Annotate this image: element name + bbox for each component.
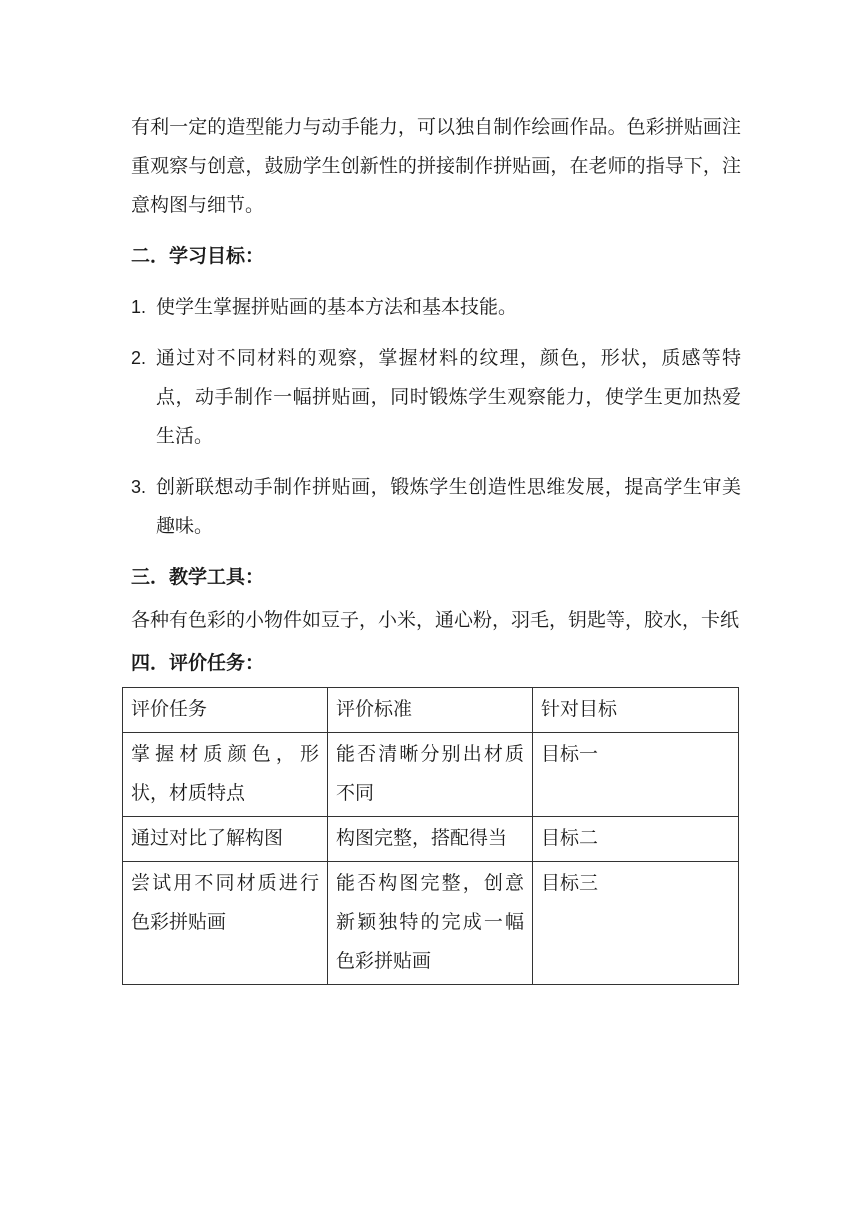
table-cell: 尝试用不同材质进行色彩拼贴画 xyxy=(123,862,328,985)
document-body xyxy=(131,108,741,985)
goal-item xyxy=(131,288,741,327)
table-cell: 构图完整，搭配得当 xyxy=(328,817,533,862)
goal-number: 1. xyxy=(131,297,147,317)
section-heading-tasks: 四．评价任务： xyxy=(131,652,265,674)
tools-paragraph: 各种有色彩的小物件如豆子，小米，通心粉，羽毛，钥匙等，胶水，卡纸 xyxy=(131,609,740,631)
goals-list xyxy=(131,288,741,546)
table-cell: 目标二 xyxy=(533,817,739,862)
goal-item xyxy=(131,468,741,546)
goal-text: 使学生掌握拼贴画的基本方法和基本技能。 xyxy=(156,296,518,318)
goal-number: 2. xyxy=(131,348,147,368)
table-header-cell: 评价任务 xyxy=(123,688,328,733)
table-header-row xyxy=(123,688,739,733)
evaluation-table xyxy=(122,687,739,985)
table-header-cell: 评价标准 xyxy=(328,688,533,733)
table-row xyxy=(123,733,739,817)
table-cell: 通过对比了解构图 xyxy=(123,817,328,862)
section-heading-goals: 二．学习目标： xyxy=(131,245,265,267)
table-row xyxy=(123,862,739,985)
table-header-cell: 针对目标 xyxy=(533,688,739,733)
table-cell: 目标一 xyxy=(533,733,739,817)
table-row xyxy=(123,817,739,862)
section-heading-tools: 三．教学工具： xyxy=(131,566,265,588)
table-cell: 能否清晰分别出材质不同 xyxy=(328,733,533,817)
table-cell: 掌握材质颜色，形状，材质特点 xyxy=(123,733,328,817)
table-cell: 能否构图完整，创意新颖独特的完成一幅色彩拼贴画 xyxy=(328,862,533,985)
table-cell: 目标三 xyxy=(533,862,739,985)
goal-number: 3. xyxy=(131,477,147,497)
goal-item xyxy=(131,339,741,456)
goal-text: 通过对不同材料的观察，掌握材料的纹理，颜色，形状，质感等特点，动手制作一幅拼贴画，同时锻炼学生观察能力，使学生更加热爱生活。 xyxy=(156,347,741,447)
intro-paragraph: 有利一定的造型能力与动手能力，可以独自制作绘画作品。色彩拼贴画注重观察与创意，鼓励学生创新性的拼接制作拼贴画，在老师的指导下，注意构图与细节。 xyxy=(131,116,741,216)
goal-text: 创新联想动手制作拼贴画，锻炼学生创造性思维发展，提高学生审美趣味。 xyxy=(156,476,741,537)
